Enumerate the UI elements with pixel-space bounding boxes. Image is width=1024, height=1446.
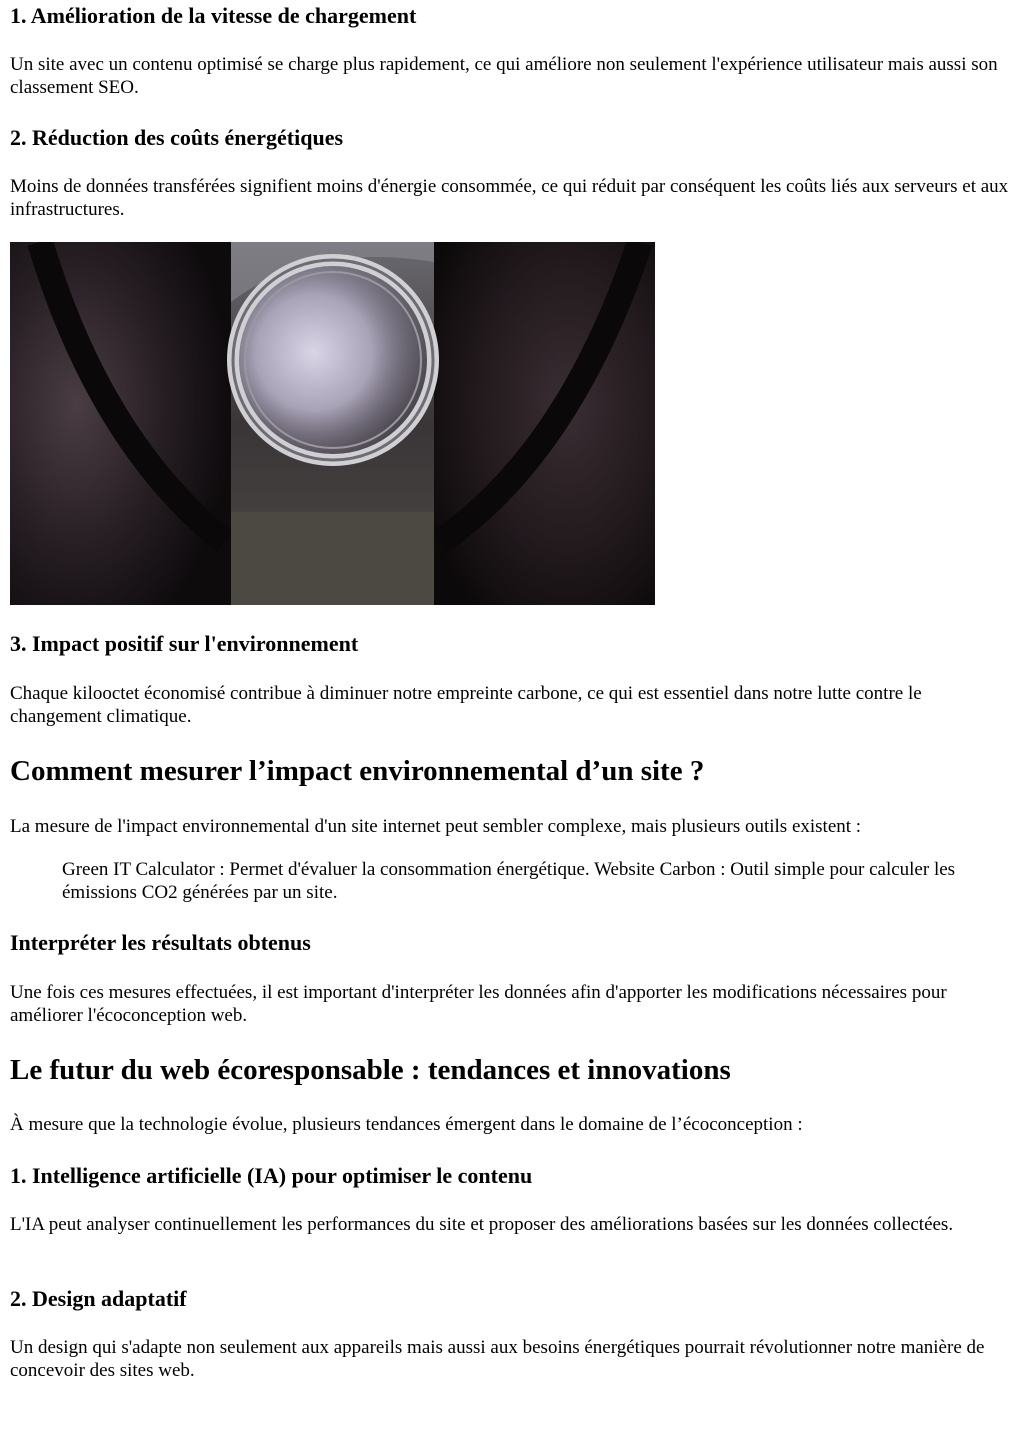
exhaust-pipe-illustration (10, 242, 655, 605)
section-heading-loading-speed: 1. Amélioration de la vitesse de chargement (10, 3, 417, 28)
future-title: Le futur du web écoresponsable : tendances et innovations (10, 1054, 731, 1086)
interpret-text: Une fois ces mesures effectuées, il est important d'interpréter les données afin d'apporter les modifications nécessaires pour améliorer l'écoconception web. (10, 982, 947, 1026)
measure-intro: La mesure de l'impact environnemental d'un site internet peut sembler complexe, mais plusieurs outils existent : (10, 816, 862, 837)
measure-title: Comment mesurer l’impact environnemental d’un site ? (10, 755, 705, 787)
interpret-heading: Interpréter les résultats obtenus (10, 930, 311, 955)
section-text-environment: Chaque kilooctet économisé contribue à diminuer notre empreinte carbone, ce qui est essentiel dans notre lutte contre le changement climatique. (10, 683, 922, 727)
section-heading-energy-costs: 2. Réduction des coûts énergétiques (10, 125, 344, 150)
exhaust-video-frame (10, 242, 655, 605)
section-text-energy-costs: Moins de données transférées signifient moins d'énergie consommée, ce qui réduit par conséquent les coûts liés aux serveurs et aux infrastructures. (10, 176, 1009, 220)
measure-tools: Green IT Calculator : Permet d'évaluer la consommation énergétique. Website Carbon : Outil simple pour calculer les émissions CO2 générées par un site. (62, 859, 956, 903)
future-text-adaptive: Un design qui s'adapte non seulement aux appareils mais aussi aux besoins énergétiques pourrait révolutionner notre manière de concevoir des sites web. (10, 1337, 985, 1381)
future-heading-adaptive: 2. Design adaptatif (10, 1286, 187, 1311)
section-heading-environment: 3. Impact positif sur l'environnement (10, 631, 359, 656)
future-text-ai: L'IA peut analyser continuellement les performances du site et proposer des améliorations basées sur les données collectées. (10, 1214, 954, 1235)
section-text-loading-speed: Un site avec un contenu optimisé se charge plus rapidement, ce qui améliore non seulement l'expérience utilisateur mais aussi son classement SEO. (10, 54, 998, 98)
future-heading-ai: 1. Intelligence artificielle (IA) pour optimiser le contenu (10, 1163, 533, 1188)
future-intro: À mesure que la technologie évolue, plusieurs tendances émergent dans le domaine de l’écoconception : (10, 1114, 803, 1135)
